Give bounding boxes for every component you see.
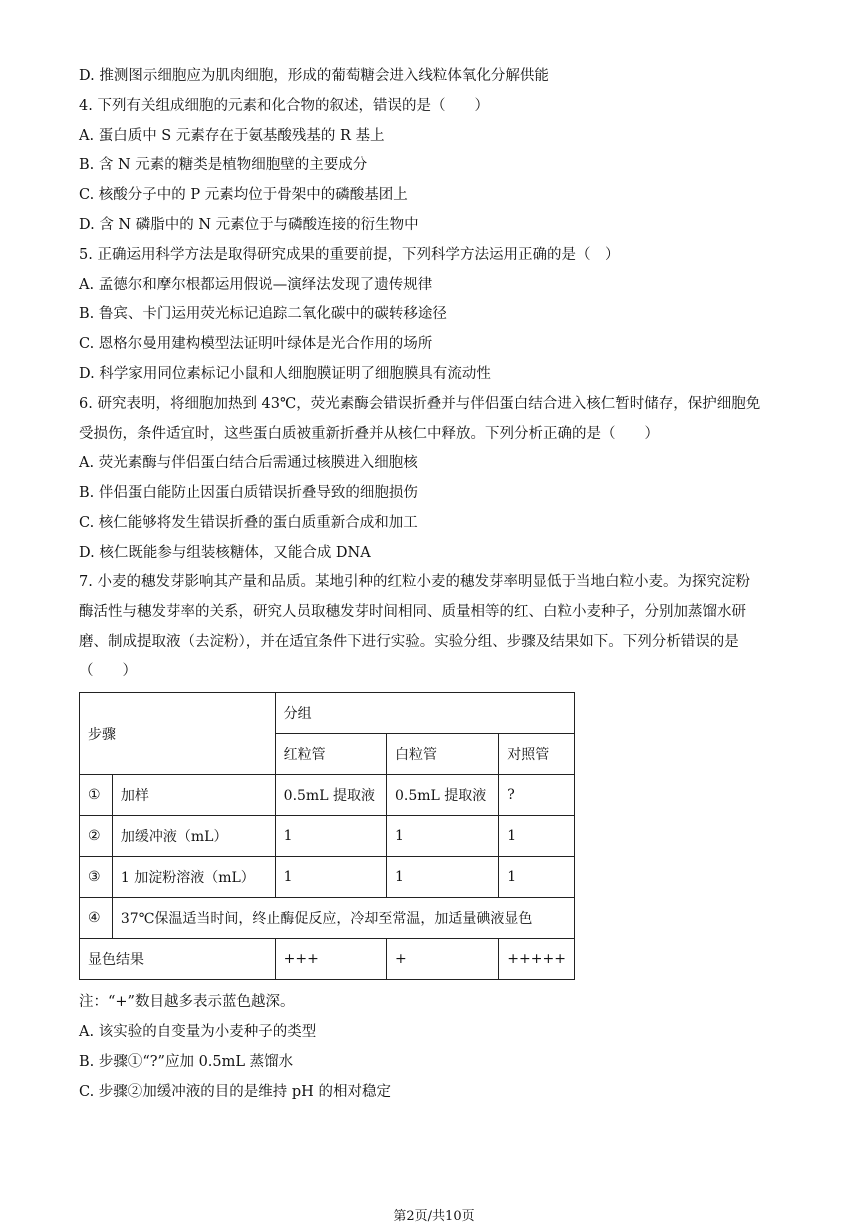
text-line: C. 恩格尔曼用建构模型法证明叶绿体是光合作用的场所	[79, 336, 433, 352]
result-cell: +++++	[499, 939, 575, 980]
table-note: 注：“+”数目越多表示蓝色越深。	[79, 994, 295, 1010]
table-cell: 0.5mL 提取液	[387, 775, 499, 816]
table-cell: 1	[275, 816, 386, 857]
experiment-table	[79, 692, 575, 980]
table-cell: 1	[387, 816, 499, 857]
result-label: 显色结果	[80, 939, 276, 980]
step-label: 加缓冲液（mL）	[112, 816, 275, 857]
table-cell: 1	[275, 857, 386, 898]
table-cell: 1	[499, 816, 575, 857]
step-label: 加样	[112, 775, 275, 816]
text-line: C. 核酸分子中的 P 元素均位于骨架中的磷酸基团上	[79, 187, 408, 203]
column-header: 对照管	[499, 734, 575, 775]
step-description: 37℃保温适当时间，终止酶促反应，冷却至常温，加适量碘液显色	[112, 898, 574, 939]
table-cell: 1	[387, 857, 499, 898]
page-footer: 第2页/共10页	[393, 1209, 475, 1224]
text-line: C. 核仁能够将发生错误折叠的蛋白质重新合成和加工	[79, 515, 418, 531]
table-row	[80, 898, 575, 939]
text-line: B. 含 N 元素的糖类是植物细胞壁的主要成分	[79, 157, 368, 173]
step-header: 步骤	[80, 693, 276, 775]
text-line: （ ）	[79, 663, 137, 679]
group-header: 分组	[275, 693, 574, 734]
text-line: A. 该实验的自变量为小麦种子的类型	[79, 1024, 317, 1040]
text-line: 7. 小麦的穗发芽影响其产量和品质。某地引种的红粒小麦的穗发芽率明显低于当地白粒小麦。为探究淀粉	[79, 574, 750, 590]
text-line: 5. 正确运用科学方法是取得研究成果的重要前提，下列科学方法运用正确的是（ ）	[79, 247, 620, 263]
text-line: A. 蛋白质中 S 元素存在于氨基酸残基的 R 基上	[79, 128, 385, 144]
text-line: B. 伴侣蛋白能防止因蛋白质错误折叠导致的细胞损伤	[79, 485, 418, 501]
step-number: ③	[80, 857, 113, 898]
table-row	[80, 775, 575, 816]
column-header: 白粒管	[387, 734, 499, 775]
text-line: 4. 下列有关组成细胞的元素和化合物的叙述，错误的是（ ）	[79, 98, 489, 114]
table-row	[80, 939, 575, 980]
table-row	[80, 693, 575, 734]
text-line: D. 科学家用同位素标记小鼠和人细胞膜证明了细胞膜具有流动性	[79, 366, 491, 382]
text-line: 磨、制成提取液（去淀粉），并在适宜条件下进行实验。实验分组、步骤及结果如下。下列分析错误的是	[79, 634, 739, 650]
text-line: 6. 研究表明，将细胞加热到 43℃，荧光素酶会错误折叠并与伴侣蛋白结合进入核仁暂时储存，保护细胞免	[79, 396, 761, 412]
result-cell: +	[387, 939, 499, 980]
text-line: D. 含 N 磷脂中的 N 元素位于与磷酸连接的衍生物中	[79, 217, 419, 233]
table-cell: ?	[499, 775, 575, 816]
text-line: B. 鲁宾、卡门运用荧光标记追踪二氧化碳中的碳转移途径	[79, 306, 447, 322]
column-header: 红粒管	[275, 734, 386, 775]
text-line: A. 荧光素酶与伴侣蛋白结合后需通过核膜进入细胞核	[79, 455, 418, 471]
step-number: ④	[80, 898, 113, 939]
table-row	[80, 816, 575, 857]
text-line: 受损伤，条件适宜时，这些蛋白质被重新折叠并从核仁中释放。下列分析正确的是（ ）	[79, 426, 659, 442]
result-cell: +++	[275, 939, 386, 980]
text-line: C. 步骤②加缓冲液的目的是维持 pH 的相对稳定	[79, 1084, 391, 1100]
text-line: A. 孟德尔和摩尔根都运用假说—演绎法发现了遗传规律	[79, 277, 433, 293]
text-line: D. 推测图示细胞应为肌肉细胞，形成的葡萄糖会进入线粒体氧化分解供能	[79, 68, 549, 84]
step-label: 1 加淀粉溶液（mL）	[112, 857, 275, 898]
table-cell: 0.5mL 提取液	[275, 775, 386, 816]
table-cell: 1	[499, 857, 575, 898]
text-line: B. 步骤①“?”应加 0.5mL 蒸馏水	[79, 1054, 294, 1070]
step-number: ①	[80, 775, 113, 816]
step-number: ②	[80, 816, 113, 857]
table-row	[80, 857, 575, 898]
text-line: 酶活性与穗发芽率的关系，研究人员取穗发芽时间相同、质量相等的红、白粒小麦种子，分别加蒸馏水研	[79, 604, 746, 620]
text-line: D. 核仁既能参与组装核糖体，又能合成 DNA	[79, 545, 371, 561]
